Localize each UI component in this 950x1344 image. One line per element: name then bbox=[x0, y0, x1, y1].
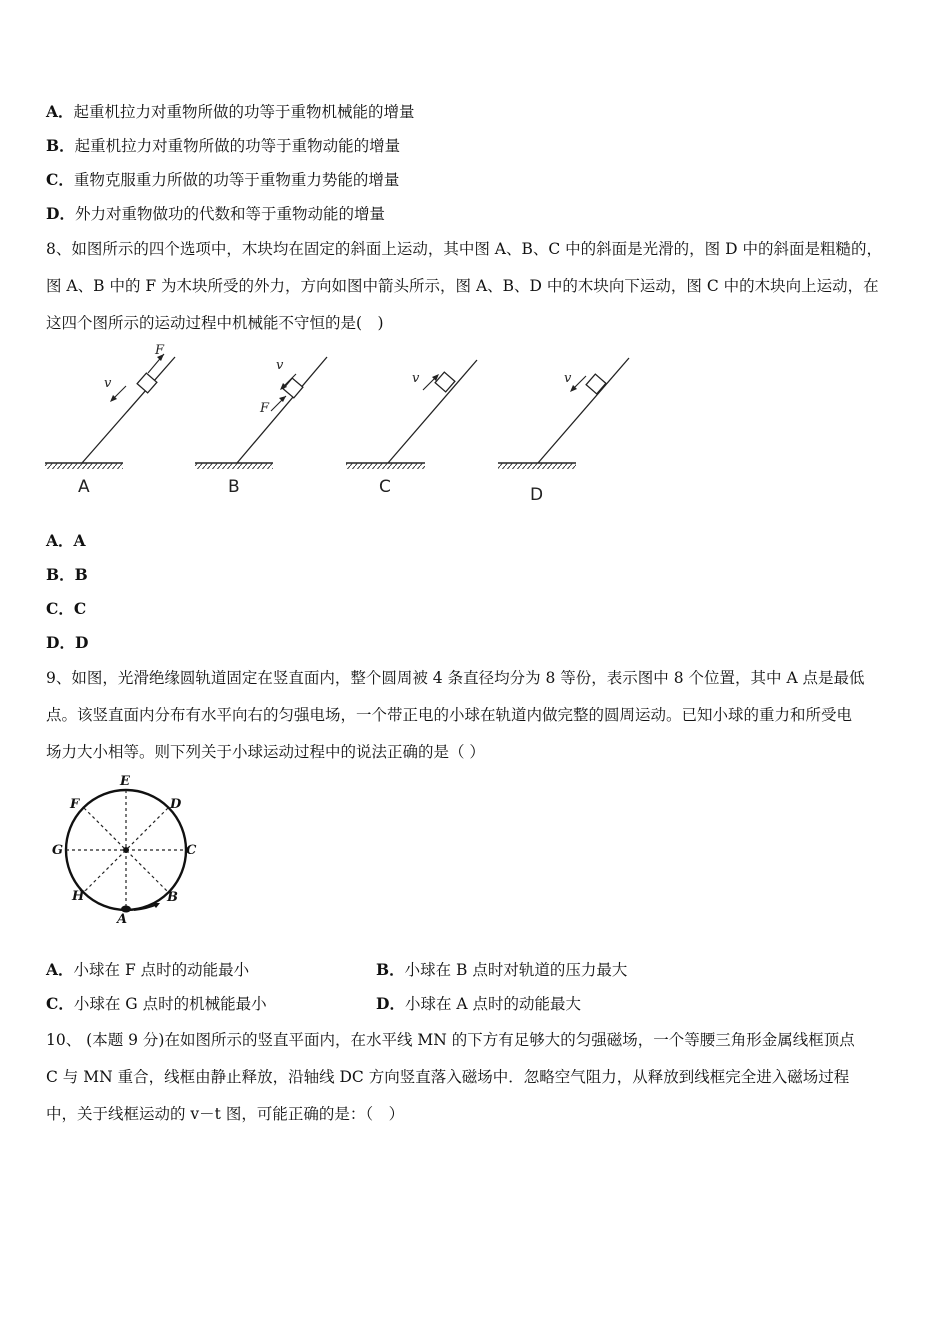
q8-a-force-label: F bbox=[155, 343, 165, 358]
q9-circle-figure bbox=[40, 770, 210, 930]
q8-stem-line-3: 这四个图所示的运动过程中机械能不守恒的是( ) bbox=[46, 314, 384, 332]
point-f-label: F bbox=[70, 797, 80, 812]
q8-stem-line-1: 8、如图所示的四个选项中，木块均在固定的斜面上运动，其中图 A、B、C 中的斜面是光滑的，图 D 中的斜面是粗糙的， bbox=[46, 240, 882, 258]
q8-a-velocity-label: v bbox=[104, 376, 112, 391]
q8-figure-d-label: D bbox=[530, 485, 544, 505]
q8-option-d: D．D bbox=[46, 633, 89, 652]
q7-option-b: B．起重机拉力对重物所做的功等于重物动能的增量 bbox=[46, 136, 401, 155]
q9-stem-line-1: 9、如图，光滑绝缘圆轨道固定在竖直面内，整个圆周被 4 条直径均分为 8 等份，表示图中 8 个位置，其中 A 点是最低 bbox=[46, 669, 865, 687]
point-d-label: D bbox=[170, 797, 182, 812]
point-c-label: C bbox=[186, 843, 197, 858]
q8-figure-b bbox=[195, 357, 327, 497]
q10-stem-line-2: C 与 MN 重合，线框由静止释放，沿轴线 DC 方向竖直落入磁场中．忽略空气阻力，从释放到线框完全进入磁场过程 bbox=[46, 1068, 850, 1086]
q8-figure-a-label: A bbox=[78, 477, 90, 497]
q8-c-velocity-label: v bbox=[412, 371, 420, 386]
q10-stem-line-1: 10、 (本题 9 分)在如图所示的竖直平面内，在水平线 MN 的下方有足够大的匀强磁场，一个等腰三角形金属线框顶点 bbox=[46, 1031, 855, 1049]
q8-figure-c-label: C bbox=[379, 477, 391, 497]
point-h-label: H bbox=[72, 889, 85, 904]
point-e-label: E bbox=[120, 774, 130, 789]
q9-stem-line-3: 场力大小相等。则下列关于小球运动过程中的说法正确的是（ ） bbox=[46, 743, 485, 761]
q8-b-velocity-label: v bbox=[276, 358, 284, 373]
q8-option-b: B．B bbox=[46, 565, 88, 584]
q8-figure-a bbox=[45, 343, 175, 497]
q8-option-a: A．A bbox=[46, 531, 86, 550]
q8-figure-d bbox=[498, 358, 629, 505]
q8-d-velocity-label: v bbox=[564, 371, 572, 386]
point-b-label: B bbox=[167, 890, 178, 905]
q8-stem-line-2: 图 A、B 中的 F 为木块所受的外力，方向如图中箭头所示，图 A、B、D 中的木块向下运动，图 C 中的木块向上运动，在 bbox=[46, 277, 879, 295]
q9-option-a: A．小球在 F 点时的动能最小 bbox=[46, 960, 250, 979]
q8-b-force-label: F bbox=[260, 401, 270, 416]
q8-figures bbox=[40, 340, 660, 510]
point-g-label: G bbox=[52, 843, 64, 858]
q7-option-c: C．重物克服重力所做的功等于重物重力势能的增量 bbox=[46, 170, 400, 189]
q8-figure-c bbox=[346, 360, 477, 497]
q8-option-c: C．C bbox=[46, 599, 87, 618]
q9-stem-line-2: 点。该竖直面内分布有水平向右的匀强电场，一个带正电的小球在轨道内做完整的圆周运动。已知小球的重力和所受电 bbox=[46, 706, 853, 724]
q7-option-d: D．外力对重物做功的代数和等于重物动能的增量 bbox=[46, 204, 385, 223]
q10-stem-line-3: 中，关于线框运动的 v－t 图，可能正确的是：（ ） bbox=[46, 1105, 405, 1123]
q9-option-b: B．小球在 B 点时对轨道的压力最大 bbox=[376, 960, 628, 979]
q9-option-c: C．小球在 G 点时的机械能最小 bbox=[46, 994, 267, 1013]
q7-option-a: A．起重机拉力对重物所做的功等于重物机械能的增量 bbox=[46, 102, 415, 121]
point-a-label: A bbox=[117, 912, 128, 927]
q9-option-d: D．小球在 A 点时的动能最大 bbox=[376, 994, 582, 1013]
q8-figure-b-label: B bbox=[228, 477, 240, 497]
